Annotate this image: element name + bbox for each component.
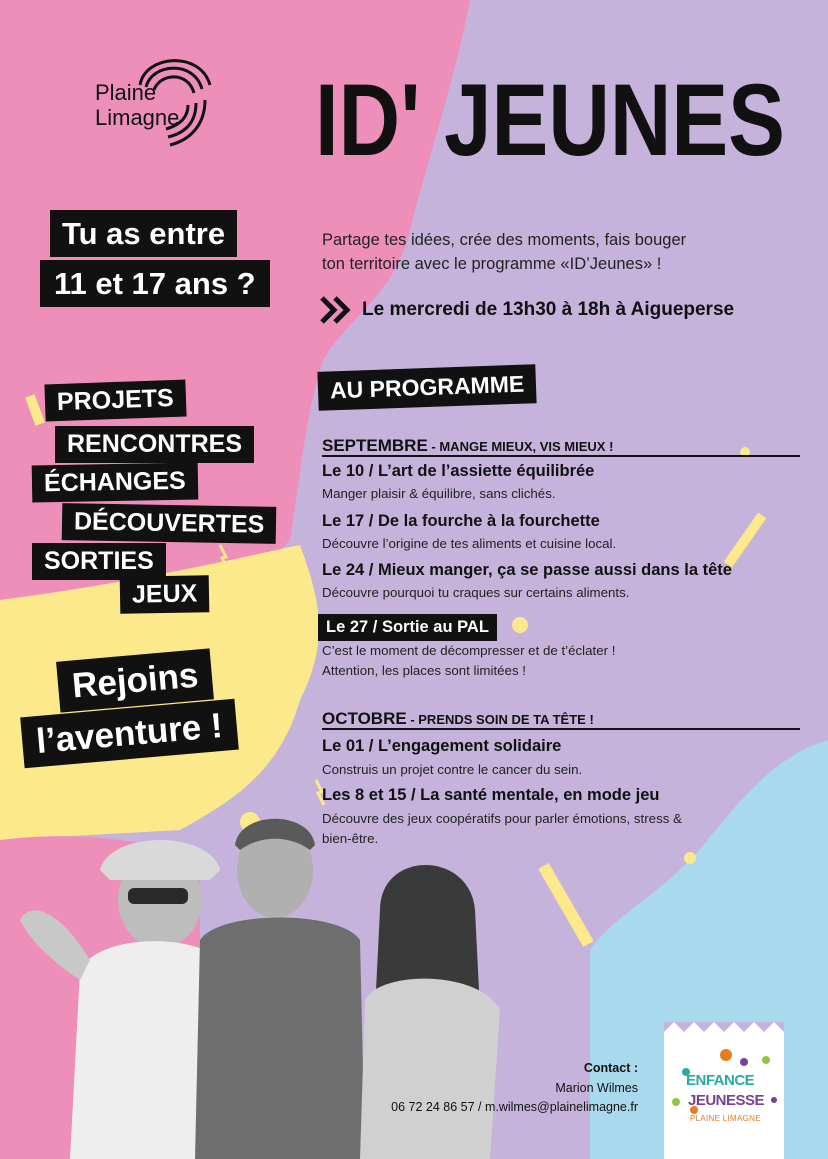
intro-line2: ton territoire avec le programme «ID’Jeunes» ! [322,255,662,273]
programme-label: AU PROGRAMME [317,364,536,411]
schedule-text: Le mercredi de 13h30 à 18h à Aigueperse [362,299,735,320]
badge-line2: JEUNESSE [688,1092,765,1109]
event-title: Le 10 / L’art de l’assiette équilibrée [322,462,595,480]
activity-projets: PROJETS [44,380,186,422]
month-header-september [322,436,613,456]
event-description: Découvre pourquoi tu craques sur certains aliments. [322,585,630,600]
activity-sorties: SORTIES [32,543,166,580]
event-description: Manger plaisir & équilibre, sans clichés. [322,486,556,501]
event-description: Découvre l’origine de tes aliments et cuisine local. [322,536,617,551]
contact-details: 06 72 24 86 57 / m.wilmes@plainelimagne.fr [391,1100,638,1114]
activity-echanges: ÉCHANGES [32,463,198,503]
event-description: Découvre des jeux coopératifs pour parler émotions, stress & [322,811,682,826]
divider-line [322,455,800,457]
event-title: Le 24 / Mieux manger, ça se passe aussi dans la tête [322,561,732,579]
event-title: Le 17 / De la fourche à la fourchette [322,512,600,530]
event-title: Les 8 et 15 / La santé mentale, en mode jeu [322,786,660,804]
logo-line1: Plaine [95,80,157,105]
intro-line1: Partage tes idées, crée des moments, fais bouger [322,231,687,249]
month-name: OCTOBRE [322,709,407,728]
enfance-jeunesse-badge [664,1022,784,1159]
contact-name: Marion Wilmes [555,1081,638,1095]
age-question-line2: 11 et 17 ans ? [40,260,270,307]
month-theme: - PRENDS SOIN DE TA TÊTE ! [406,712,594,727]
age-question-line1: Tu as entre [50,210,237,257]
month-name: SEPTEMBRE [322,436,428,455]
badge-line3: PLAINE LIMAGNE [690,1114,761,1123]
event-description: Attention, les places sont limitées ! [322,663,526,678]
badge-dots [664,1022,784,1159]
plaine-limagne-logo [90,45,220,160]
badge-line1: ENFANCE [686,1072,755,1089]
event-description: Construis un projet contre le cancer du sein. [322,762,583,777]
activity-decouvertes: DÉCOUVERTES [62,503,277,544]
title-graphic [310,40,790,200]
contact-label: Contact : [583,1061,638,1075]
logo-line2: Limagne [95,105,180,130]
month-theme: - MANGE MIEUX, VIS MIEUX ! [427,439,614,454]
cta-line2: l’aventure ! [20,699,238,769]
cta-line1: Rejoins [56,648,214,712]
divider-line [322,728,800,730]
event-description: C’est le moment de décompresser et de t’éclater ! [322,643,616,658]
activity-jeux: JEUX [120,575,210,614]
double-chevron-icon [318,294,352,326]
activity-rencontres: RENCONTRES [55,426,254,463]
event-description: bien-être. [322,831,379,846]
event-title: Le 01 / L’engagement solidaire [322,737,562,755]
month-header-october [322,709,594,729]
page-title: ID' JEUNES [315,63,785,177]
event-title-highlight: Le 27 / Sortie au PAL [318,614,497,641]
